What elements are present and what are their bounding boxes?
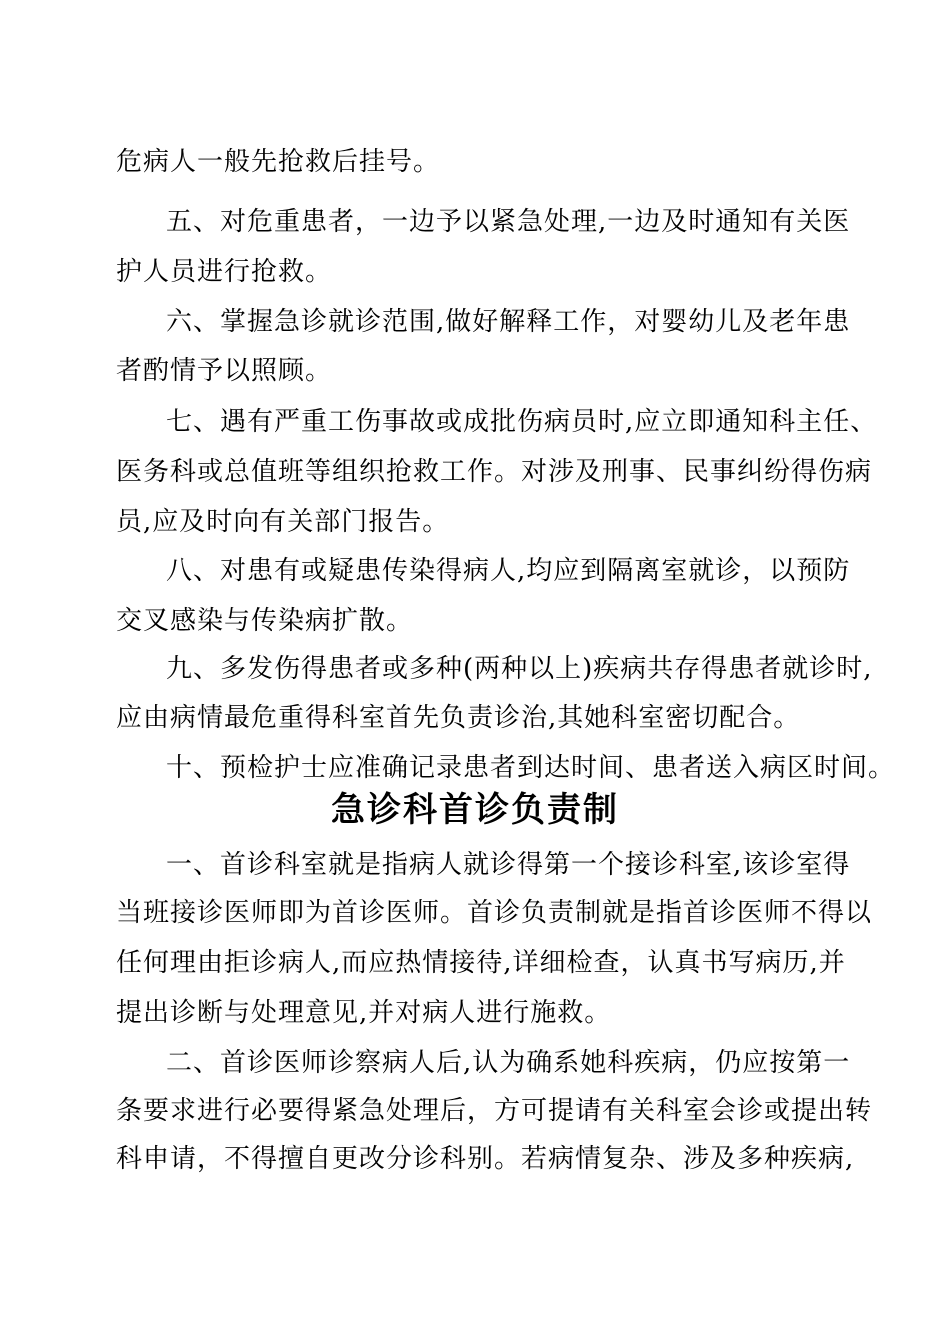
text-line: 一、首诊科室就是指病人就诊得第一个接诊科室,该诊室得 [166, 850, 851, 880]
text-line: 五、对危重患者，一边予以紧急处理,一边及时通知有关医 [166, 207, 851, 237]
text-line: 条要求进行必要得紧急处理后，方可提请有关科室会诊或提出转 [116, 1096, 873, 1126]
text-line: 医务科或总值班等组织抢救工作。对涉及刑事、民事纠纷得伤病 [116, 457, 873, 487]
text-line: 提出诊断与处理意见,并对病人进行施救。 [116, 998, 612, 1028]
text-line: 六、掌握急诊就诊范围,做好解释工作，对婴幼儿及老年患 [166, 307, 851, 337]
text-line: 八、对患有或疑患传染得病人,均应到隔离室就诊，以预防 [166, 556, 851, 586]
text-line: 九、多发伤得患者或多种(两种以上)疾病共存得患者就诊时, [166, 654, 873, 684]
text-line: 危病人一般先抢救后挂号。 [116, 147, 441, 177]
text-line: 交叉感染与传染病扩散。 [116, 606, 414, 636]
section-heading: 急诊科首诊负责制 [331, 790, 619, 830]
text-line: 护人员进行抢救。 [116, 257, 333, 287]
text-line: 二、首诊医师诊察病人后,认为确系她科疾病，仍应按第一 [166, 1048, 851, 1078]
text-line: 十、预检护士应准确记录患者到达时间、患者送入病区时间。 [166, 753, 896, 783]
text-line: 当班接诊医师即为首诊医师。首诊负责制就是指首诊医师不得以 [116, 898, 873, 928]
text-line: 任何理由拒诊病人,而应热情接待,详细检查，认真书写病历,并 [116, 948, 846, 978]
text-line: 应由病情最危重得科室首先负责诊治,其她科室密切配合。 [116, 703, 801, 733]
text-line: 科申请，不得擅自更改分诊科别。若病情复杂、涉及多种疾病, [116, 1144, 855, 1174]
text-line: 七、遇有严重工伤事故或成批伤病员时,应立即通知科主任、 [166, 407, 878, 437]
text-line: 者酌情予以照顾。 [116, 356, 333, 386]
text-line: 员,应及时向有关部门报告。 [116, 507, 450, 537]
